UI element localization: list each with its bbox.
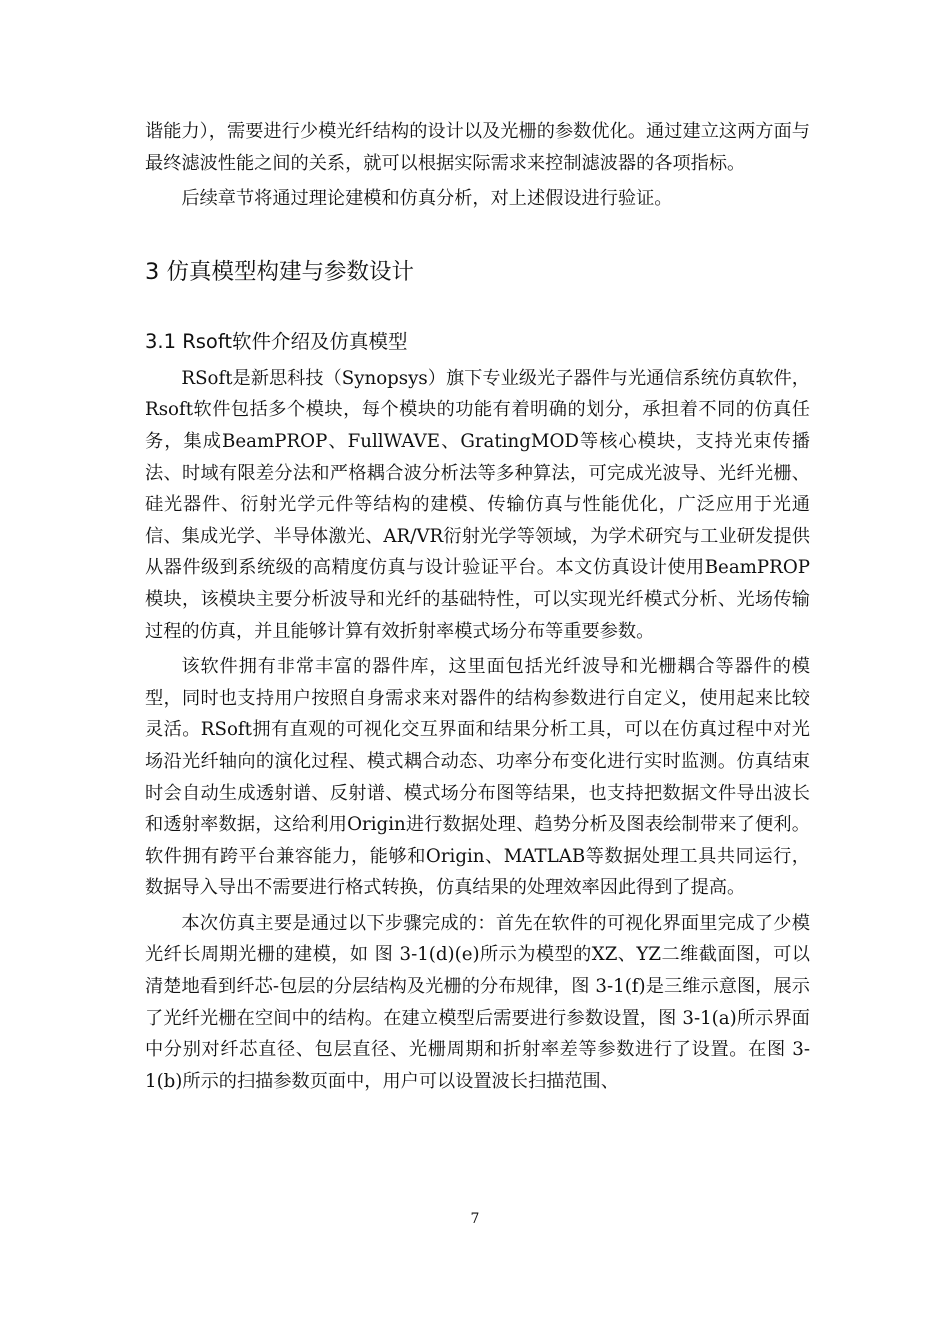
paragraph-simulation-steps: 本次仿真主要是通过以下步骤完成的：首先在软件的可视化界面里完成了少模光纤长周期光栅的建模，如 图 3-1(d)(e)所示为模型的XZ、YZ二维截面图，可以清楚地看到纤芯-包层的分层结构及光栅的分布规律，图 3-1(f)是三维示意图，展示了光纤光栅在空间中的结构。在建立模型后需要进行参数设置，图 3-1(a)所示界面中分别对纤芯直径、包层直径、光栅周期和折射率差等参数进行了设置。在图 3-1(b)所示的扫描参数页面中，用户可以设置波长扫描范围、 xyxy=(145,912,810,1092)
document-page xyxy=(145,116,810,1097)
paragraph-rsoft-intro: RSoft是新思科技（Synopsys）旗下专业级光子器件与光通信系统仿真软件，Rsoft软件包括多个模块，每个模块的功能有着明确的划分，承担着不同的仿真任务，集成BeamPROP、FullWAVE、GratingMOD等核心模块，支持光束传播法、时域有限差分法和严格耦合波分析法等多种算法，可完成光波导、光纤光栅、硅光器件、衍射光学元件等结构的建模、传输仿真与性能优化，广泛应用于光通信、集成光学、半导体激光、AR/VR衍射光学等领域，为学术研究与工业研发提供从器件级到系统级的高精度仿真与设计验证平台。本文仿真设计使用BeamPROP模块，该模块主要分析波导和光纤的基础特性，可以实现光纤模式分析、光场传输过程的仿真，并且能够计算有效折射率模式场分布等重要参数。 xyxy=(145,367,810,642)
paragraph-verification: 后续章节将通过理论建模和仿真分析，对上述假设进行验证。 xyxy=(181,188,673,210)
section-heading: 3.1 Rsoft软件介绍及仿真模型 xyxy=(145,329,408,353)
chapter-heading: 3 仿真模型构建与参数设计 xyxy=(145,258,414,285)
paragraph-device-library: 该软件拥有非常丰富的器件库，这里面包括光纤波导和光栅耦合等器件的模型，同时也支持用户按照自身需求来对器件的结构参数进行自定义，使用起来比较灵活。RSoft拥有直观的可视化交互界面和结果分析工具，可以在仿真过程中对光场沿光纤轴向的演化过程、模式耦合动态、功率分布变化进行实时监测。仿真结束时会自动生成透射谱、反射谱、模式场分布图等结果，也支持把数据文件导出波长和透射率数据，这给利用Origin进行数据处理、趋势分析及图表绘制带来了便利。软件拥有跨平台兼容能力，能够和Origin、MATLAB等数据处理工具共同运行，数据导入导出不需要进行格式转换，仿真结果的处理效率因此得到了提高。 xyxy=(145,656,810,899)
paragraph-continued: 谐能力），需要进行少模光纤结构的设计以及光栅的参数优化。通过建立这两方面与最终滤波性能之间的关系，就可以根据实际需求来控制滤波器的各项指标。 xyxy=(145,121,810,174)
page-number: 7 xyxy=(470,1211,480,1227)
